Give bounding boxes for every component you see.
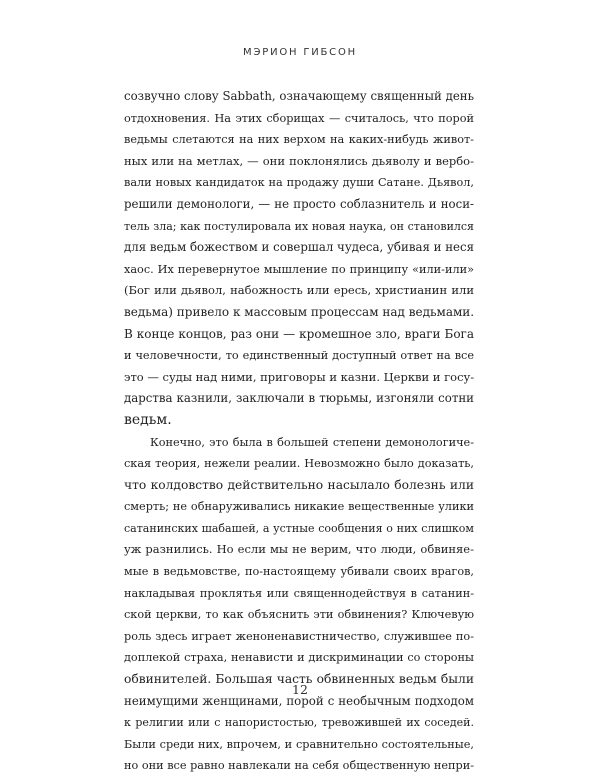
paragraph <box>124 432 474 777</box>
text-line: роль здесь играет женоненавистничество, служившее по- <box>124 626 474 648</box>
text-line: Конечно, это была в большей степени демонологиче- <box>124 432 474 454</box>
text-line: Были среди них, впрочем, и сравнительно состоятельные, <box>124 734 474 756</box>
text-line: обвинителей. Большая часть обвиненных ведьм были <box>124 669 474 691</box>
text-line: созвучно слову Sabbath, означающему священный день <box>124 86 474 108</box>
text-line: ведьм. <box>124 410 474 432</box>
text-line: мые в ведьмовстве, по-настоящему убивали своих врагов, <box>124 561 474 583</box>
text-line: вали новых кандидаток на продажу души Сатане. Дьявол, <box>124 172 474 194</box>
text-line: тель зла; как постулировала их новая наука, он становился <box>124 216 474 238</box>
text-line: уж разнились. Но если мы не верим, что люди, обвиняе- <box>124 539 474 561</box>
text-line: решили демонологи, — не просто соблазнитель и носи- <box>124 194 474 216</box>
text-line: но они все равно навлекали на себя общественную непри- <box>124 755 474 777</box>
text-line: и человечности, то единственный доступный ответ на все <box>124 345 474 367</box>
text-line: к религии или с напористостью, тревожившей их соседей. <box>124 712 474 734</box>
text-line: доплекой страха, ненависти и дискриминации со стороны <box>124 647 474 669</box>
text-line: это — суды над ними, приговоры и казни. Церкви и госу- <box>124 367 474 389</box>
text-line: сатанинских шабашей, а устные сообщения о них слишком <box>124 518 474 540</box>
text-line: смерть; не обнаруживались никакие вещественные улики <box>124 496 474 518</box>
text-line: ведьмы слетаются на них верхом на каких-нибудь живот- <box>124 129 474 151</box>
text-line: хаос. Их перевернутое мышление по принципу «или-или» <box>124 259 474 281</box>
text-line: ных или на метлах, — они поклонялись дьяволу и вербо- <box>124 151 474 173</box>
text-line: неимущими женщинами, порой с необычным подходом <box>124 691 474 713</box>
text-line: ская теория, нежели реалии. Невозможно было доказать, <box>124 453 474 475</box>
text-line: накладывая проклятья или священнодействуя в сатанин- <box>124 583 474 605</box>
text-line: ведьма) привело к массовым процессам над ведьмами. <box>124 302 474 324</box>
text-line: для ведьм божеством и совершал чудеса, убивая и неся <box>124 237 474 259</box>
text-line: отдохновения. На этих сборищах — считалось, что порой <box>124 108 474 130</box>
text-line: дарства казнили, заключали в тюрьмы, изгоняли сотни <box>124 388 474 410</box>
text-line: (Бог или дьявол, набожность или ересь, христианин или <box>124 280 474 302</box>
page-number: 12 <box>0 682 600 697</box>
text-line: ской церкви, то как объяснить эти обвинения? Ключевую <box>124 604 474 626</box>
running-head: МЭРИОН ГИБСОН <box>0 47 600 58</box>
body-text <box>124 86 474 777</box>
paragraph <box>124 86 474 432</box>
text-line: В конце концов, раз они — кромешное зло, враги Бога <box>124 324 474 346</box>
text-line: что колдовство действительно насылало болезнь или <box>124 475 474 497</box>
